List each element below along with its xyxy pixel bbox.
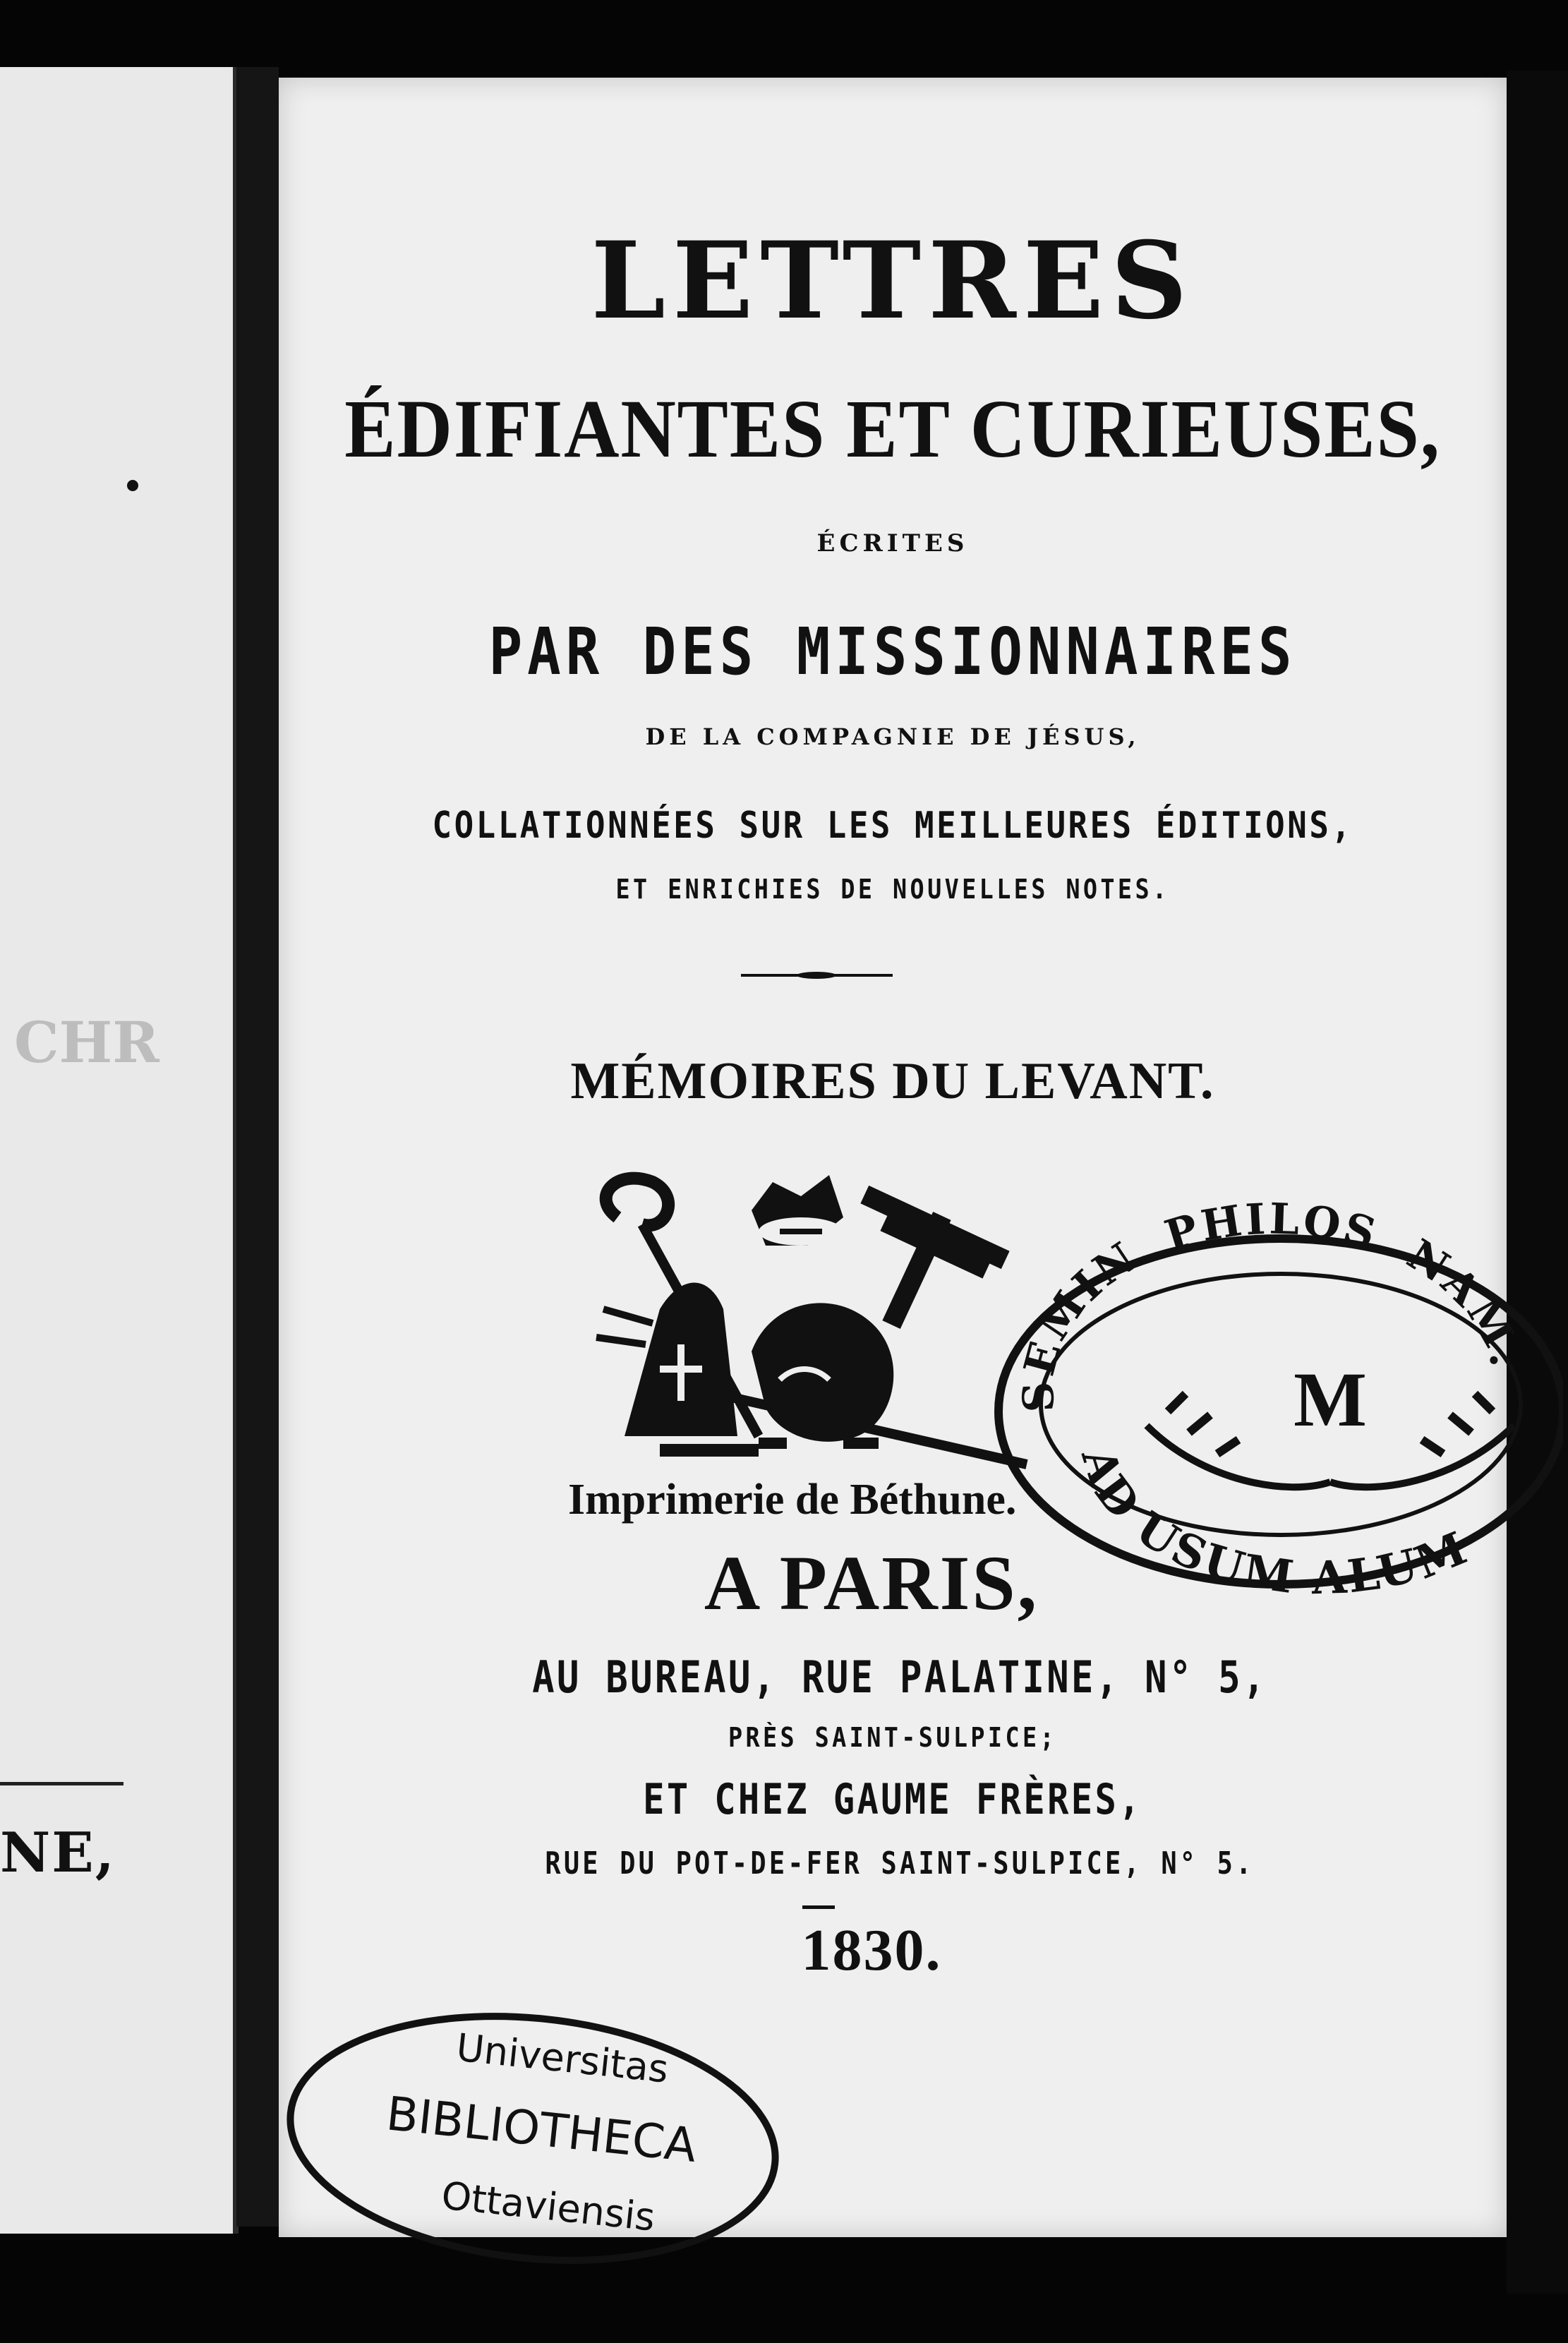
address-line-1: AU BUREAU, RUE PALATINE, N° 5,: [532, 1651, 1267, 1703]
city-line: A PARIS,: [704, 1540, 1039, 1626]
page-edge-shadow: [1507, 71, 1568, 2294]
title-page: [279, 78, 1507, 2240]
book-gutter: [236, 67, 279, 2227]
episcopal-emblem-icon: [575, 1168, 1034, 1478]
ink-spot: [127, 480, 138, 491]
title: LETTRES: [591, 219, 1195, 343]
svg-text:AD USUM ALUM: [1071, 1441, 1476, 1595]
authors-line: PAR DES MISSIONNAIRES: [488, 614, 1297, 689]
library-stamp-line-2: BIBLIOTHECA: [383, 2086, 699, 2173]
library-stamp-line-3: Ottaviensis: [439, 2173, 658, 2240]
library-stamp-line-1: Universitas: [454, 2025, 671, 2092]
written-label: ÉCRITES: [816, 529, 969, 558]
facing-page-rule: [0, 1782, 123, 1785]
publication-year: 1830.: [801, 1917, 942, 1983]
bleed-through-text: CHR: [14, 1009, 159, 1076]
ornamental-divider: [741, 972, 893, 979]
seminary-stamp: [977, 1200, 1563, 1595]
year-rule: [802, 1905, 835, 1909]
address-line-4: RUE DU POT-DE-FER SAINT-SULPICE, N° 5.: [545, 1845, 1255, 1881]
seminary-stamp-monogram: M: [1293, 1356, 1367, 1442]
facing-page: [0, 67, 239, 2234]
volume-title: MÉMOIRES DU LEVANT.: [570, 1052, 1215, 1110]
address-line-2: PRÈS SAINT-SULPICE;: [728, 1722, 1058, 1753]
address-line-3: ET CHEZ GAUME FRÈRES,: [643, 1775, 1142, 1824]
seminary-stamp-bottom: AD USUM ALUM: [1071, 1441, 1477, 1595]
svg-text:SEMIN. PHILOS. NAM.: [1013, 1200, 1531, 1413]
facing-page-fragment: NE,: [0, 1821, 116, 1885]
enriched-line: ET ENRICHIES DE NOUVELLES NOTES.: [615, 874, 1170, 905]
seminary-stamp-top: SEMIN. PHILOS. NAM.: [1013, 1200, 1531, 1414]
subtitle: ÉDIFIANTES ET CURIEUSES,: [344, 383, 1441, 475]
printer-line: Imprimerie de Béthune.: [568, 1476, 1017, 1524]
company-line: DE LA COMPAGNIE DE JÉSUS,: [645, 723, 1140, 750]
library-stamp: [279, 2004, 787, 2272]
collated-line: COLLATIONNÉES SUR LES MEILLEURES ÉDITIONS,: [432, 805, 1353, 847]
